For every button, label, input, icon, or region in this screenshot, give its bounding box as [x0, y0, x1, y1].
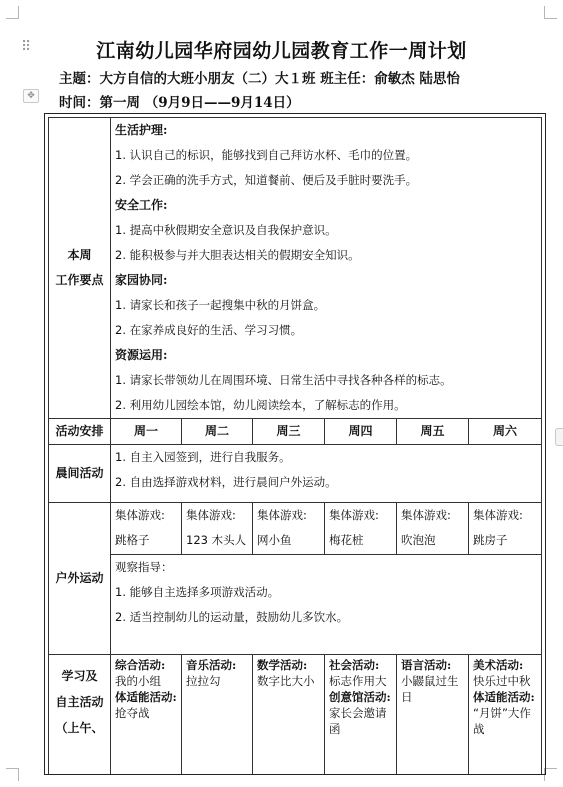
table-move-handle-icon[interactable]: ✥ [23, 89, 39, 103]
guide-title: 观察指导： [115, 560, 173, 574]
list-item: 2. 适当控制幼儿的运动量，鼓励幼儿多饮水。 [115, 610, 349, 624]
outdoor-game-cell[interactable] [182, 503, 253, 555]
activity-head: 数学活动: [257, 658, 308, 672]
game-name: 跳房子 [473, 533, 508, 547]
game-head: 集体游戏: [257, 508, 307, 522]
list-item: 1. 认识自己的标识，能够找到自己拜访水杯、毛巾的位置。 [115, 148, 418, 162]
study-cell-tuesday[interactable] [182, 655, 253, 776]
game-name: 跳格子 [115, 533, 150, 547]
day-friday: 周五 [397, 419, 469, 445]
game-name: 123 木头人 [186, 533, 247, 547]
weekly-focus-label [49, 118, 111, 419]
theme-line: 主题：大方自信的大班小朋友（二）大１班 班主任：俞敏杰 陆思怡 [59, 71, 460, 87]
study-cell-friday[interactable] [397, 655, 469, 776]
activity-head: 美术活动: [473, 658, 524, 672]
drag-handle-icon[interactable]: ⠿ [21, 39, 32, 55]
game-head: 集体游戏: [186, 508, 236, 522]
activity-body: 我的小组 [115, 674, 161, 688]
list-item: 1. 请家长带领幼儿在周围环境、日常生活中寻找各种各样的标志。 [115, 373, 452, 387]
day-tuesday: 周二 [182, 419, 253, 445]
game-name: 吹泡泡 [401, 533, 436, 547]
label-line: 本周 [67, 248, 92, 262]
activity-body: 标志作用大 [329, 674, 387, 688]
game-head: 集体游戏: [473, 508, 523, 522]
page-corner-mark [6, 6, 19, 19]
label-line: 自主活动 [55, 695, 104, 709]
label-line: 工作要点 [55, 273, 104, 287]
activity-head: 体适能活动: [115, 690, 177, 704]
section-heading: 家园协同: [115, 273, 168, 287]
activity-head: 体适能活动: [473, 690, 535, 704]
outdoor-game-cell[interactable] [325, 503, 397, 555]
game-name: 网小鱼 [257, 533, 292, 547]
activity-head: 音乐活动: [186, 658, 237, 672]
activity-body: 家长会邀请函 [329, 706, 387, 736]
list-item: 1. 能够自主选择多项游戏活动。 [115, 585, 280, 599]
activity-body: 抢夺战 [115, 706, 150, 720]
plan-table-frame [44, 113, 546, 775]
study-cell-saturday[interactable] [469, 655, 542, 776]
list-item: 2. 利用幼儿园绘本馆，幼儿阅读绘本，了解标志的作用。 [115, 398, 406, 412]
outdoor-label: 户外运动 [49, 503, 111, 655]
weekly-plan-table [48, 117, 542, 775]
day-saturday: 周六 [469, 419, 542, 445]
study-cell-thursday[interactable] [325, 655, 397, 776]
activity-body: 小鼹鼠过生日 [401, 674, 459, 704]
activity-body: 拉拉勾 [186, 674, 221, 688]
weekly-focus-content[interactable] [111, 118, 542, 419]
label-line: （上午、 [55, 721, 104, 735]
section-heading: 资源运用: [115, 348, 168, 362]
game-head: 集体游戏: [115, 508, 165, 522]
activity-body: “月饼”大作战 [473, 706, 531, 736]
day-wednesday: 周三 [253, 419, 325, 445]
schedule-header-row [49, 419, 542, 445]
section-heading: 安全工作: [115, 198, 168, 212]
morning-row [49, 445, 542, 503]
outdoor-game-cell[interactable] [253, 503, 325, 555]
list-item: 1. 提高中秋假期安全意识及自我保护意识。 [115, 223, 337, 237]
list-item: 2. 能积极参与并大胆表达相关的假期安全知识。 [115, 248, 360, 262]
study-cell-monday[interactable] [111, 655, 182, 776]
document-title: 江南幼儿园华府园幼儿园教育工作一周计划 [96, 40, 467, 62]
list-item: 1. 自主入园签到，进行自我服务。 [115, 450, 291, 464]
day-monday: 周一 [111, 419, 182, 445]
activity-body: 数字比大小 [257, 674, 315, 688]
list-item: 2. 在家养成良好的生活、学习习惯。 [115, 323, 303, 337]
study-row [49, 655, 542, 776]
outdoor-game-cell[interactable] [397, 503, 469, 555]
time-line: 时间：第一周 （9月9日——9月14日） [59, 95, 300, 111]
section-heading: 生活护理: [115, 123, 168, 137]
weekly-focus-row [49, 118, 542, 419]
outdoor-game-cell[interactable] [469, 503, 542, 555]
activity-head: 创意馆活动: [329, 690, 391, 704]
activity-head: 社会活动: [329, 658, 380, 672]
morning-label: 晨间活动 [49, 445, 111, 503]
game-head: 集体游戏: [401, 508, 451, 522]
outdoor-game-cell[interactable] [111, 503, 182, 555]
label-line: 学习及 [61, 669, 98, 683]
game-name: 梅花桩 [329, 533, 364, 547]
study-label [49, 655, 111, 776]
game-head: 集体游戏: [329, 508, 379, 522]
schedule-label: 活动安排 [49, 419, 111, 445]
study-cell-wednesday[interactable] [253, 655, 325, 776]
morning-content[interactable] [111, 445, 542, 503]
page-corner-mark [544, 6, 557, 19]
side-panel-tab[interactable] [555, 428, 563, 446]
day-thursday: 周四 [325, 419, 397, 445]
page-corner-mark [6, 768, 19, 781]
outdoor-guide-row [49, 555, 542, 655]
outdoor-guide-content[interactable] [111, 555, 542, 655]
activity-head: 语言活动: [401, 658, 452, 672]
activity-head: 综合活动: [115, 658, 166, 672]
list-item: 2. 自由选择游戏材料，进行晨间户外运动。 [115, 475, 337, 489]
activity-body: 快乐过中秋 [473, 674, 531, 688]
list-item: 2. 学会正确的洗手方式，知道餐前、便后及手脏时要洗手。 [115, 173, 418, 187]
outdoor-games-row [49, 503, 542, 555]
list-item: 1. 请家长和孩子一起搜集中秋的月饼盒。 [115, 298, 326, 312]
